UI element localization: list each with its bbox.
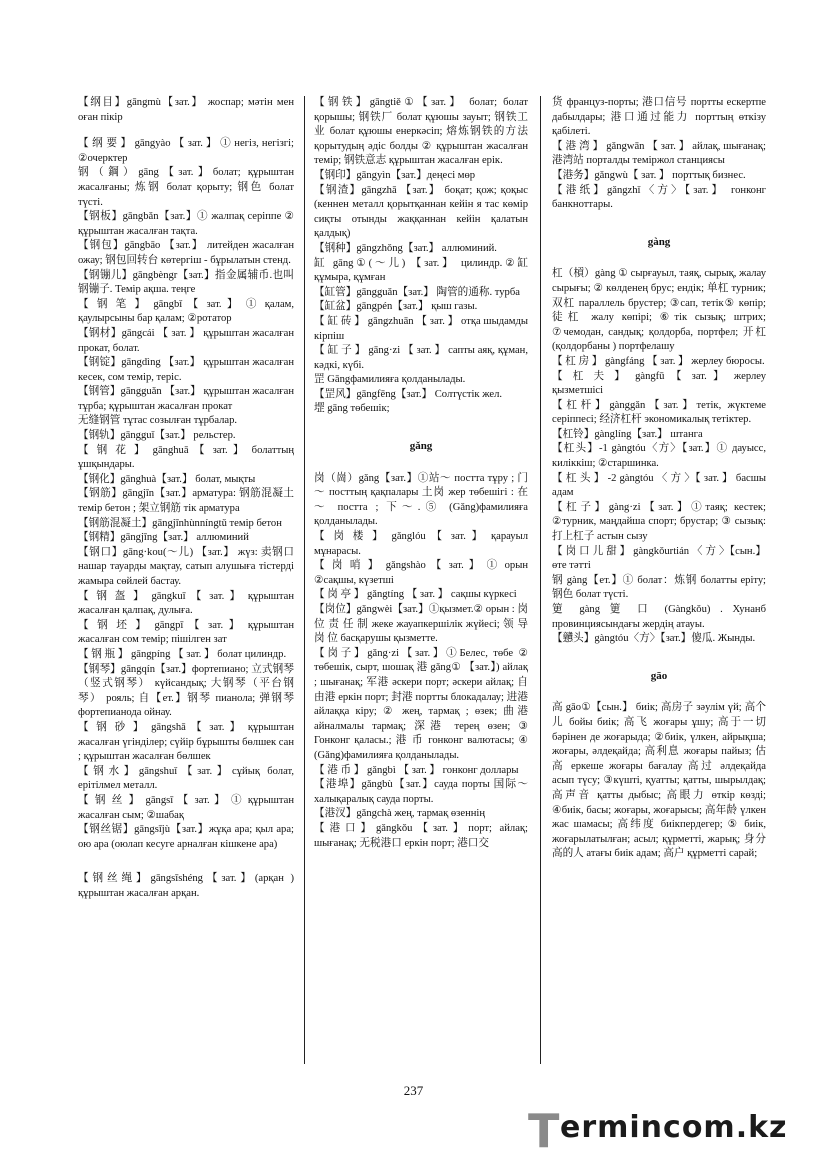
dictionary-entry: 【缸盆】gāngpén【зат.】 қыш газы. <box>314 301 478 313</box>
dictionary-entry: 【 钢 盔 】 gāngkuī 【 зат. 】 құрыштан жасалған қалпақ, дулыға. <box>78 590 294 617</box>
dictionary-entry: 【 钢 丝 】 gāngsī 【 зат. 】 ① құрыштан жасалған сым; ②шабақ <box>78 794 294 821</box>
dictionary-entry: 【 岗 哨 】 gǎngshào 【 зат. 】 ① орын ②сақшы, күзетші <box>314 560 528 586</box>
dictionary-entry: 【钢锭】gāngdìng 【зат.】 құрыштан жасалған кесек, сом темір, теріс. <box>78 357 294 383</box>
dictionary-entry: 【钢板】gāngbǎn【зат.】① жалпақ серіппе ② құрыштан жасалған тақта. <box>78 211 294 237</box>
dictionary-entry: 【缸管】gāngguǎn【зат.】 陶管的通称. турба <box>314 286 520 298</box>
dictionary-entry: 岗（崗）gǎng【зат.】①站～ постта тұру ; 门～ посттың қақпалары 土岗 жер төбешігі : 在～ постта ; 下～.⑤ (Gǎng)фамилияға қолданылады. <box>314 472 528 528</box>
dictionary-entry: 【 杠 夫 】 gàngfū 【 зат. 】 жерлеу қызметшісі <box>552 370 766 397</box>
dictionary-entry: 【钢印】gāngyìn【зат.】деңесі мөр <box>314 169 476 181</box>
dictionary-entry: 钢（鋼）gāng【зат.】болат; құрыштан жасалғаны; 炼钢 болат қорыту; 钢色 болат түсті. <box>78 167 294 208</box>
dictionary-entry: 【杠子】gàng·zi【зат.】①таяқ; кестек; ②турник, маңдайша спорт; брустар; ③ сызық:打上杠子 астын сызу <box>552 501 766 543</box>
dictionary-entry: 【 钢 坯 】 gāngpī 【 зат. 】 құрыштан жасалған сом темір; пішілген зат <box>78 619 294 646</box>
watermark-logo-text: ermincom.kz <box>560 1110 788 1145</box>
column-divider-2 <box>540 96 541 1064</box>
dictionary-entry: 缸 gāng①(～儿) 【зат.】 цилиндр.②缸 құмыра, құмған <box>314 257 528 284</box>
dictionary-entry: 货 француз-порты; 港口信号 портты ескертпе дабылдары; 港口通过能力 порттың өткізу қабілеті. <box>552 97 766 138</box>
column-left <box>78 96 294 901</box>
dictionary-entry: 【 岗 亭 】 gǎngtíng 【 зат. 】 сақшы күркесі <box>314 589 517 601</box>
dictionary-entry: 【钢渣】gāngzhā 【зат.】 боқат; қож; қоқыс (кеннен металл қорытқаннан кейін я тас көмір сиқты отынды жаққаннан кейін қалатын қалдық) <box>314 184 528 240</box>
dictionary-entry: 【钢筋】gāngjīn【зат.】арматура: 钢筋混凝土 темір бетон ; 架立钢筋 тік арматура <box>78 488 294 515</box>
dictionary-entry: 【钢包】gāngbāo 【зат.】 литейден жасалған ожау; 钢包回转台 көтергіш - бұрылатын стенд. <box>78 240 294 266</box>
column-divider-1 <box>304 96 305 1064</box>
dictionary-entry: 【钢筋混凝土】gāngjīnhùnníngtǔ темір бетон <box>78 517 282 529</box>
dictionary-entry: 【 纲 要 】 gāngyào 【 зат. 】 ① негіз, негізгі; ②очерктер <box>78 138 294 164</box>
section-heading: gàng <box>647 235 671 248</box>
dictionary-entry: 钢 gàng【ет.】① болат：炼钢 болатты еріту; 钢色 болат түсті. <box>552 574 766 601</box>
dictionary-entry: 【钢琴】gāngqín【зат.】фортепиано; 立式钢琴（竖式钢琴） күйсандық; 大钢琴（平台钢琴） рояль; 自【ет.】钢琴 пианола; 弹钢琴 фортепианода ойнау. <box>78 663 294 719</box>
dictionary-entry: 无缝钢管 тұтас созылған тұрбалар. <box>78 415 238 427</box>
dictionary-entry: 【 缸 砖 】 gāngzhuān 【 зат. 】 отқа шыдамды кірпіш <box>314 315 528 342</box>
dictionary-entry: 【纲目】gāngmù【зат.】 жоспар; мәтін мен оған пікір <box>78 97 294 123</box>
dictionary-entry: 【钢口】gāng·kou(～儿) 【зат.】 жүз: 卖钢口 нашар тауарды мақтау, сатып алушыға тістерді жамыра сөйлей бастау. <box>78 546 294 587</box>
dictionary-entry: 【钢种】gāngzhǒng【зат.】 аллюминий. <box>314 242 497 254</box>
dictionary-entry: 【钢镚儿】gāngbèngr【зат.】指金属辅币.也叫钢镚子. Темір ақша. теңге <box>78 269 294 296</box>
dictionary-entry: 【 岗 楼 】 gǎnglóu 【 зат. 】 қарауыл мұнарасы. <box>314 531 528 557</box>
dictionary-entry: 【 杠 房 】 gàngfáng 【 зат. 】 жерлеу бюросы. <box>552 355 765 367</box>
dictionary-entry: 【 钢 笔 】 gāngbǐ 【 зат. 】 ① қалам, қаулырсыны бар қалам; ②ротатор <box>78 298 294 325</box>
dictionary-entry: 【钢化】gānghuà【зат.】 болат, мықты <box>78 473 256 485</box>
dictionary-entry: 罡 Gāngфамилияға қолданылады. <box>314 374 466 386</box>
dictionary-entry: 杠（槓）gàng ① сырғауыл, таяқ, сырық, жалау сырығы; ② көлденең брус; ендік; 单杠 турник; 双杠 параллель брустер; ③сап, тетік⑤ көпір; 徒杠 жалу көпірі; ⑥тік сызық; штрих; ⑦чемодан, сандық; қолдорба, портфел; 开杠 (қолдорбаны ) портфелашу <box>552 268 766 353</box>
dictionary-entry: 【港口】gǎngkǒu【зат.】порт; айлақ; шығанақ; 无税港口 еркін порт; 港口交 <box>314 822 528 849</box>
dictionary-entry: 【钢丝锯】gāngsījù【зат.】жұқа ара; қыл ара; ою ара (оюлап кесуге арналған кішкене ара) <box>78 824 294 850</box>
dictionary-entry: 【 岗 口 儿 甜 】 gàngkǒurtián 〈 方 〉【сын.】 өте тәтті <box>552 545 766 572</box>
section-heading: gāo <box>650 669 668 682</box>
dictionary-entry: 【港纸】gǎngzhǐ〈方〉【зат.】 гонконг банкноттары. <box>552 184 766 211</box>
column-right <box>552 96 766 862</box>
dictionary-entry: 【 钢 花 】 gānghuā 【 зат. 】 болаттың ұшқындары. <box>78 444 294 471</box>
dictionary-entry: 筻 gàng 筻 口 (Gàngkǒu) . Хунанб провинциясындағы жердің атауы. <box>552 604 766 630</box>
dictionary-entry: 【岗子】gǎng·zi【зат.】①Белес, төбе ② төбешік, сырт, шошақ 港 gǎng① 【зат.】) айлақ ; шығанақ; 军港 әскери порт; әскери айлақ; 自由港 еркін порт; 封港 портты блокадалау; 进港 айлаққа кіру; ② жең, тармақ ; өзек; 曲港 айналмалы тармақ; 深港 терең өзен; ③ Гонконг қаласы.; 港 币 гонконг валютасы; ④ (Gǎng)фамилияға қолданылады. <box>314 647 528 761</box>
dictionary-entry: 【杠头】-1 gàngtóu〈方〉【зат.】① дауысс, киліккіш; ②старшинка. <box>552 443 766 470</box>
dictionary-entry: 【钢水】gāngshuǐ【зат.】сұйық болат, ерітілмел металл. <box>78 765 294 792</box>
watermark-logo-mark: T <box>528 1104 560 1158</box>
dictionary-entry: 堽 gāng төбешік; <box>314 403 390 415</box>
dictionary-entry: 【 港 湾 】 gǎngwān 【 зат. 】 айлақ, шығанақ; 港湾站 порталды теміржол станциясы <box>552 140 766 167</box>
dictionary-entry: 【钢轨】gāngguǐ【зат.】 рельстер. <box>78 430 236 442</box>
dictionary-entry: 【钢管】gāngguǎn 【зат.】 құрыштан жасалған тұрба; құрыштан жасалған прокат <box>78 386 294 412</box>
dictionary-entry: 【钢材】gāngcái 【 зат. 】 құрыштан жасалған прокат, болат. <box>78 327 294 354</box>
page-number: 237 <box>403 1083 424 1098</box>
dictionary-entry: 【港埠】gǎngbù【зат.】сауда порты 国际～ халықаралық сауда порты. <box>314 779 528 805</box>
dictionary-entry: 【戇头】gàngtóu〈方〉【зат.】傻瓜. Жынды. <box>552 633 756 645</box>
column-middle <box>314 96 528 851</box>
dictionary-entry: 【钢精】gāngjīng【зат.】 аллюминий <box>78 532 249 544</box>
dictionary-entry: 【 杠 头 】 -2 gàngtóu 〈 方 〉【 зат. 】 басшы адам <box>552 472 766 499</box>
dictionary-entry: 【 港 币 】 gǎngbì 【 зат. 】 гонконг доллары <box>314 764 519 776</box>
section-heading: gǎng <box>409 440 433 453</box>
dictionary-entry: 【杠杆】gànggǎn【зат.】тетік, жүктеме серіппесі; 经济杠杆 экономикалық тетіктер. <box>552 399 766 426</box>
dictionary-entry: 高 gāo①【сын.】 биік; 高房子 зәулім үй; 高个儿 бойы биік; 高飞 жоғары ұшу; 高于一切 бәрінен де жоғарыда; ②биік, үлкен, айрықша; жоғары, әлдеқайда; 高利息 жоғары пайыз; 估高 еркеше жоғары бағалау 高过 әлдеқайда асып түсу; ③күшті, қуатты; қатты, шырылдақ; 高声音 қатты дыбыс; 高眼力 өткір көзді; ④биік, басы; жоғары, жоғарысы; 高年龄 үлкен жас шамасы; 高纬度 биікпердегер; ⑤ биік, жоғарылатылған; асыл; құрметті, жарық; 身分高的人 атағы биік адам; 高户 құрметті сарай; <box>552 702 766 860</box>
dictionary-entry: 【港务】gǎngwù【 зат. 】 порттық бизнес. <box>552 169 746 181</box>
dictionary-entry: 【罡风】gāngfēng【зат.】 Солтүстік жел. <box>314 388 503 400</box>
dictionary-entry: 【 缸 子 】 gāng·zi 【 зат. 】 сапты аяқ, құман, кәдкі, күбі. <box>314 345 528 371</box>
dictionary-entry: 【 钢 砂 】 gāngshā 【 зат. 】 құрыштан жасалған үгінділер; сүйір бұрышты бөлшек сан ; құрыштан жасалған бөлшек <box>78 721 294 763</box>
dictionary-entry: 【港汊】gǎngchà жең, тармақ өзеннің <box>314 808 486 820</box>
dictionary-entry: 【杠铃】gànglíng【зат.】 штанга <box>552 428 703 440</box>
dictionary-entry: 【钢铁】gāngtiě①【зат.】 болат; болат қорышы; 钢铁厂 болат құюшы зауыт; 钢铁工业 болат құюшы енеркәсіп; 熔炼钢铁的方法 қорытудың әдіс болды ② құрыштан жасалған темір; 钢铁意志 құрыштан жасалған ерік. <box>314 97 528 167</box>
dictionary-entry: 【 钢 瓶 】 gāngpíng 【 зат. 】 болат цилиндр. <box>78 648 287 660</box>
dictionary-entry: 【岗位】gǎngwèi【зат.】①қызмет.② орын : 岗 位 责 任 制 жеке жауапкершілік жүйесі; 领 导 岗 位 басқарушы қызметте. <box>314 604 528 645</box>
dictionary-entry: 【钢丝绳】gāngsīshéng【зат.】(арқан ) құрыштан жасалған арқан. <box>78 873 294 899</box>
